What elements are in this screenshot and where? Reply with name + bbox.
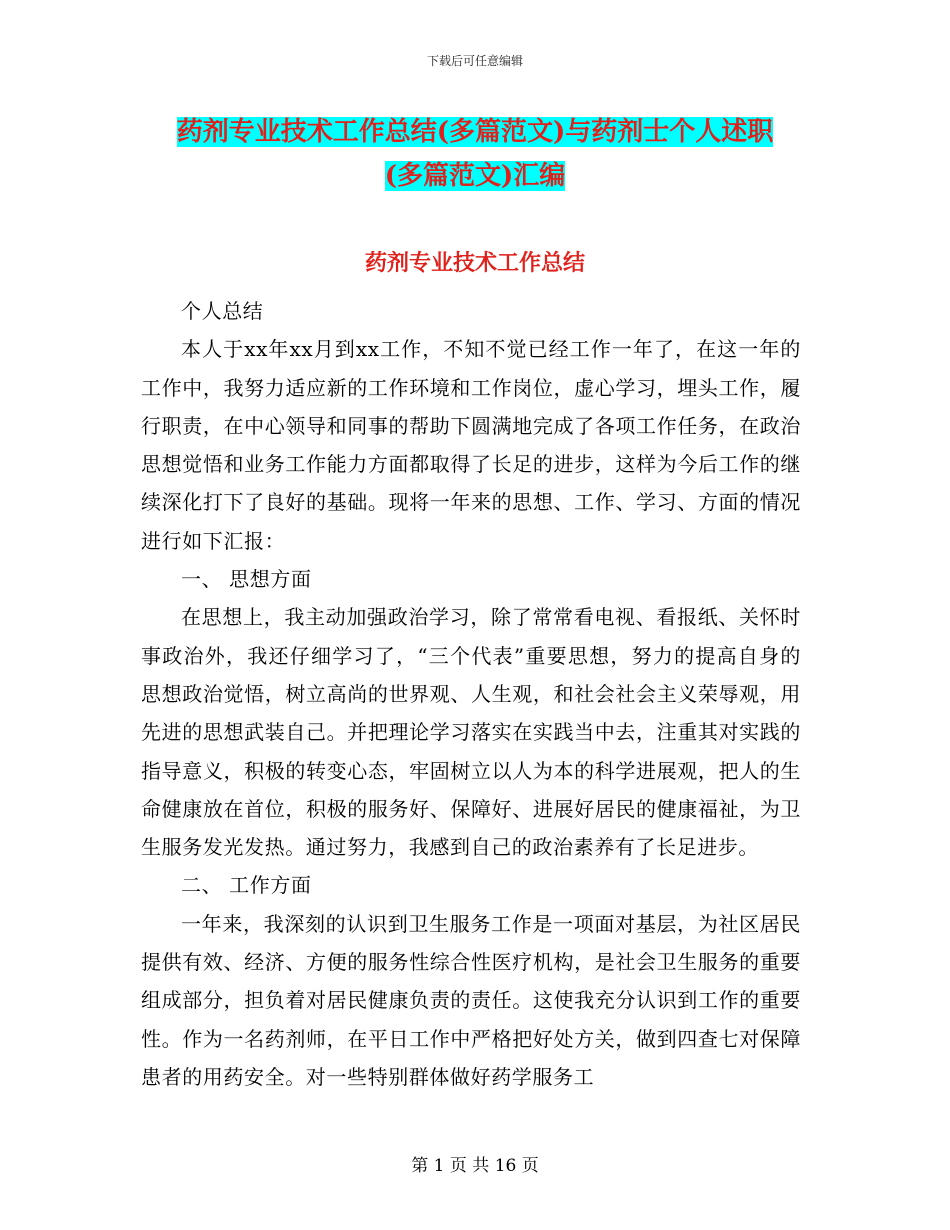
title-line-1: 药剂专业技术工作总结(多篇范文)与药剂士个人述职 [176,117,774,147]
paragraph: 个人总结 [181,299,264,323]
header-note: 下载后可任意编辑 [426,54,523,68]
page-footer: 第 1 页 共 16 页 [411,1156,539,1176]
section-title: 药剂专业技术工作总结 [364,250,585,276]
paragraph: 一、 思想方面 [181,567,312,592]
body-text [141,292,801,1096]
document-title [140,110,810,198]
paragraph: 二、 工作方面 [181,873,312,898]
paragraph: 在思想上，我主动加强政治学习，除了常常看电视、看报纸、关怀时事政治外，我还仔细学习了，“三个代表”重要思想，努力的提高自身的思想政治觉悟，树立高尚的世界观、人生观，和社会社会主义荣辱观，用先进的思想武装自己。并把理论学习落实在实践当中去，注重其对实践的指导意义，积极的转变心态，牢固树立以人为本的科学进展观，把人的生命健康放在首位，积极的服务好、保障好、进展好居民的健康福祉，为卫生服务发光发热。通过努力，我感到自己的政治素养有了长足进步。 [141,605,801,860]
paragraph: 一年来，我深刻的认识到卫生服务工作是一项面对基层，为社区居民提供有效、经济、方便的服务性综合性医疗机构，是社会卫生服务的重要组成部分，担负着对居民健康负责的责任。这使我充分认识到工作的重要性。作为一名药剂师，在平日工作中严格把好处方关，做到四查七对保障患者的用药安全。对一些特别群体做好药学服务工 [141,911,801,1089]
title-line-2: (多篇范文)汇编 [384,161,566,191]
paragraph: 本人于xx年xx月到xx工作，不知不觉已经工作一年了，在这一年的工作中，我努力适应新的工作环境和工作岗位，虚心学习，埋头工作，履行职责，在中心领导和同事的帮助下圆满地完成了各项工作任务，在政治思想觉悟和业务工作能力方面都取得了长足的进步，这样为今后工作的继续深化打下了良好的基础。现将一年来的思想、工作、学习、方面的情况进行如下汇报： [141,337,801,553]
